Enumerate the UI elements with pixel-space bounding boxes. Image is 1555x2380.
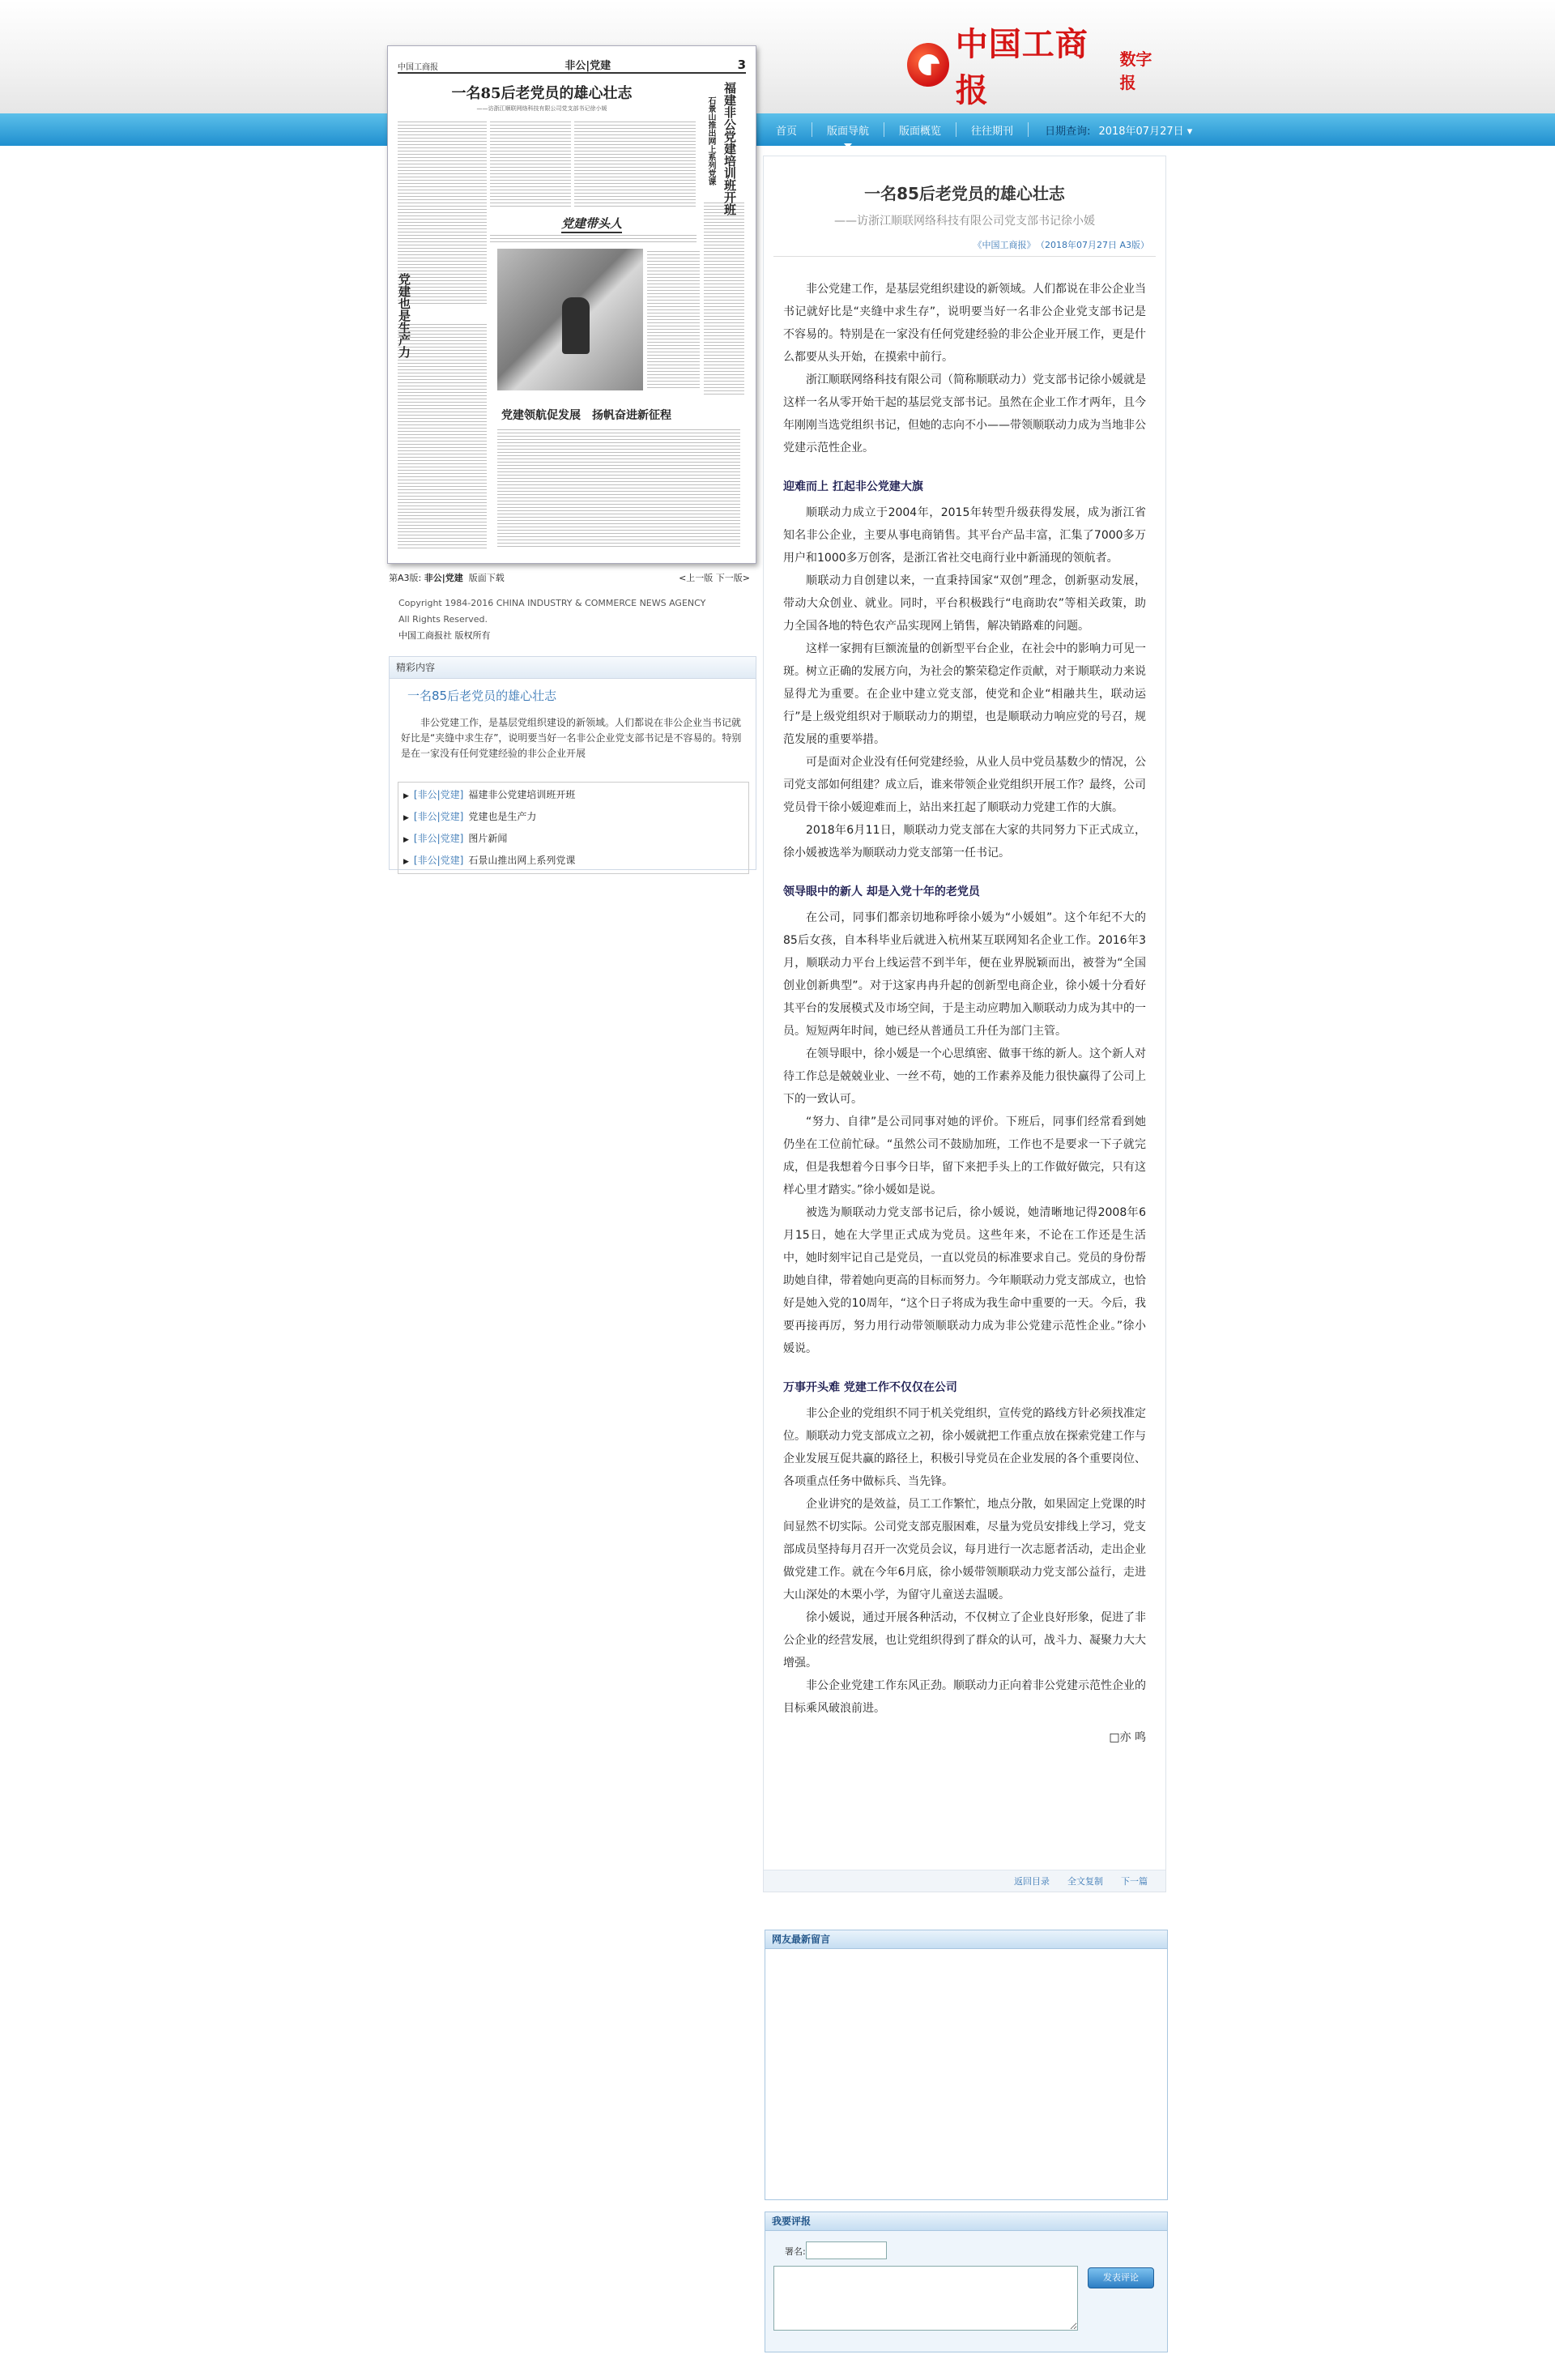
item-title[interactable]: 图片新闻 [468, 833, 508, 844]
paper-feature-headline: 党建带头人 [561, 215, 622, 233]
prev-page-link[interactable]: <上一版 [679, 573, 714, 583]
submit-comment-button[interactable]: 发表评论 [1088, 2267, 1154, 2288]
article-source-name: 《中国工商报》 [973, 240, 1036, 250]
next-article-link[interactable]: 下一篇 [1121, 1876, 1148, 1887]
item-category[interactable]: [非公|党建] [413, 833, 464, 844]
page-download-link[interactable]: 版面下载 [468, 573, 505, 583]
list-item[interactable] [403, 806, 743, 828]
highlight-excerpt: 非公党建工作，是基层党组织建设的新领域。人们都说在非公企业当书记就好比是“夹缝中求生存”，说明要当好一名非公企业党支部书记是不容易的。特别是在一家没有任何党建经验的非公企业开展 [401, 717, 742, 759]
article-paragraph: “努力、自律”是公司同事对她的评价。下班后，同事们经常看到她仍坐在工位前忙碌。“虽然公司不鼓励加班，工作也不是要求一下子就完成，但是我想着今日事今日毕，留下来把手头上的工作做好做完，只有这样心里才踏实。”徐小媛如是说。 [783, 1115, 1146, 1196]
page-section: 非公|党建 [424, 573, 463, 583]
brand-logo[interactable] [907, 25, 1166, 109]
article-paragraph: 企业讲究的是效益，员工工作繁忙，地点分散，如果固定上党课的时间显然不切实际。公司党支部克服困难，尽量为党员安排线上学习，党支部成员坚持每月召开一次党员会议，每月进行一次志愿者活动，走出企业做党建工作。就在今年6月底，徐小媛带领顺联动力党支部公益行，走进大山深处的木栗小学，为留守儿童送去温暖。 [783, 1498, 1146, 1602]
highlights-panel [389, 656, 756, 870]
article-title: 一名85后老党员的雄心壮志 [864, 184, 1065, 203]
page-bar [389, 571, 750, 584]
paper-section: 非公|党建 [564, 60, 611, 72]
paper-text-block[interactable] [647, 249, 700, 390]
article-subtitle: ——访浙江顺联网络科技有限公司党支部书记徐小媛 [834, 215, 1095, 228]
article-author: □亦 鸣 [1109, 1731, 1146, 1744]
item-title[interactable]: 福建非公党建培训班开班 [468, 789, 576, 800]
nav-home[interactable]: 首页 [776, 125, 798, 138]
arrow-right-icon: ▶ [403, 858, 409, 866]
paper-text-block[interactable] [704, 200, 744, 395]
article-body [764, 257, 1165, 1749]
page-pager [679, 571, 750, 584]
page-prefix: 第A3版: [389, 573, 422, 583]
nav-divider [1028, 122, 1029, 137]
copyright-line: Copyright 1984-2016 CHINA INDUSTRY & COMMERCE NEWS AGENCY [398, 598, 706, 608]
arrow-right-icon: ▶ [403, 814, 409, 822]
paper-text-block [490, 232, 697, 244]
arrow-right-icon: ▶ [403, 792, 409, 800]
item-category[interactable]: [非公|党建] [413, 789, 464, 800]
nav-page-navigation[interactable]: 版面导航 [812, 122, 884, 138]
highlight-list [398, 782, 749, 874]
latest-messages-panel [765, 1930, 1168, 2200]
article-paragraph: 浙江顺联网络科技有限公司（简称顺联动力）党支部书记徐小媛就是这样一名从零开始干起的基层党支部书记。虽然在企业工作才两年，且今年刚刚当选党组织书记，但她的志向不小——带领顺联动力成为当地非公党建示范性企业。 [783, 373, 1146, 454]
paper-text-block[interactable] [574, 119, 696, 208]
main-nav [761, 113, 1192, 146]
highlights-header: 精彩内容 [390, 657, 756, 679]
article-paragraph: 被选为顺联动力党支部书记后，徐小媛说，她清晰地记得2008年6月15日，她在大学里正式成为党员。这些年来，不论在工作还是生活中，她时刻牢记自己是党员，一直以党员的标准要求自己。党员的身份帮助她自律，带着她向更高的目标而努力。今年顺联动力党支部成立，也恰好是她入党的10周年，“这个日子将成为我生命中重要的一天。今后，我要再接再厉，努力用行动带领顺联动力成为非公党建示范性企业。”徐小媛说。 [783, 1206, 1146, 1355]
paper-vertical-headline[interactable]: 党建也是生产力 [397, 273, 411, 358]
copyright-line: All Rights Reserved. [398, 614, 488, 625]
name-input[interactable] [806, 2241, 887, 2259]
article-paragraph: 徐小媛说，通过开展各种活动，不仅树立了企业良好形象，促进了非公企业的经营发展，也让党组织得到了群众的认可，战斗力、凝聚力大大增强。 [783, 1611, 1146, 1670]
name-label: 署名: [785, 2246, 806, 2257]
copyright-owner: 中国工商报社 版权所有 [398, 630, 491, 641]
logo-icon [907, 43, 949, 87]
nav-page-overview[interactable]: 版面概览 [899, 125, 942, 138]
section-heading: 领导眼中的新人 却是入党十年的老党员 [783, 885, 980, 898]
article-panel [763, 156, 1166, 1892]
article-paragraph: 在公司，同事们都亲切地称呼徐小媛为“小媛姐”。这个年纪不大的85后女孩，自本科毕业后就进入杭州某互联网知名企业工作。2016年3月，顺联动力平台上线运营不到半年，便在业界脱颖而出，被誉为“全国创业创新典型”。对于这家冉冉升起的创新型电商企业，徐小媛十分看好其平台的发展模式及市场空间，于是主动应聘加入顺联动力成为其中的一员。短短两年时间，她已经从普通员工升任为部门主管。 [783, 911, 1146, 1038]
article-paragraph: 可是面对企业没有任何党建经验，从业人员中党员基数少的情况，公司党支部如何组建？成立后，谁来带领企业党组织开展工作？最终，公司党员骨干徐小媛迎难而上，站出来扛起了顺联动力党建工作的大旗。 [783, 756, 1146, 814]
copy-full-text-link[interactable]: 全文复制 [1067, 1876, 1103, 1887]
comment-textarea[interactable] [773, 2266, 1078, 2331]
article-paragraph: 非公企业的党组织不同于机关党组织，宣传党的路线方针必须找准定位。顺联动力党支部成立之初，徐小媛就把工作重点放在探索党建工作与企业发展互促共赢的路径上，积极引导党员在企业发展的各个重要岗位、各项重点任务中做标兵、当先锋。 [783, 1407, 1146, 1488]
paper-vertical-headline[interactable]: 石景山推出网上系列党课 [706, 96, 715, 186]
paper-lower-headline[interactable]: 党建领航促发展 扬帆奋进新征程 [501, 409, 671, 422]
header-background [0, 0, 1555, 113]
messages-header: 网友最新留言 [765, 1930, 1167, 1949]
item-title[interactable]: 党建也是生产力 [468, 811, 537, 822]
article-paragraph: 非公党建工作，是基层党组织建设的新领域。人们都说在非公企业当书记就好比是“夹缝中求生存”，说明要当好一名非公企业党支部书记是不容易的。特别是在一家没有任何党建经验的非公企业开展工作，更是什么都要从头开始，在摸索中前行。 [783, 283, 1146, 364]
list-item[interactable] [403, 784, 743, 806]
article-date: （2018年07月27日 A3版） [1040, 240, 1149, 250]
nav-past-issues[interactable]: 往往期刊 [971, 125, 1014, 138]
item-category[interactable]: [非公|党建] [413, 811, 464, 822]
article-paragraph: 在领导眼中，徐小媛是一个心思缜密、做事干练的新人。这个新人对待工作总是兢兢业业、一丝不苟，她的工作素养及能力很快赢得了公司上下的一致认可。 [783, 1047, 1146, 1106]
newspaper-page-image[interactable] [387, 45, 756, 564]
page-info [389, 571, 505, 584]
back-to-contents-link[interactable]: 返回目录 [1014, 1876, 1050, 1887]
comment-panel [765, 2212, 1168, 2352]
item-title[interactable]: 石景山推出网上系列党课 [468, 855, 576, 866]
article-paragraph: 这样一家拥有巨额流量的创新型平台企业，在社会中的影响力可见一斑。树立正确的发展方向，为社会的繁荣稳定作贡献，对于顺联动力来说显得尤为重要。在企业中建立党支部，使党和企业“相融共生，联动运行”是上级党组织对于顺联动力的期望，也是顺联动力响应党的号召，规范发展的重要举措。 [783, 642, 1146, 746]
article-paragraph: 顺联动力自创建以来，一直秉持国家“双创”理念，创新驱动发展，带动大众创业、就业。同时，平台积极践行“电商助农”等相关政策，助力全国各地的特色农产品实现网上销售，解决销路难的问题。 [783, 574, 1146, 633]
list-item[interactable] [403, 850, 743, 872]
article-paragraph: 非公企业党建工作东风正劲。顺联动力正向着非公党建示范性企业的目标乘风破浪前进。 [783, 1679, 1146, 1715]
section-heading: 迎难而上 扛起非公党建大旗 [783, 480, 923, 493]
paper-masthead-name: 中国工商报 [398, 63, 438, 72]
paper-vertical-headline[interactable]: 福建非公党建培训班开班 [722, 82, 737, 215]
date-query-label: 日期查询: [1045, 125, 1091, 138]
article-footer [764, 1870, 1165, 1892]
paper-subhead: ——访浙江顺联网络科技有限公司党支部书记徐小媛 [476, 105, 607, 112]
copyright [398, 595, 705, 644]
article-paragraph: 顺联动力成立于2004年，2015年转型升级获得发展，成为浙江省知名非公企业，主要从事电商销售。其平台产品丰富，汇集了7000多万用户和1000多万创客，是浙江省社交电商行业中新涌现的领航者。 [783, 506, 1146, 565]
highlight-title-link[interactable]: 一名85后老党员的雄心壮志 [407, 689, 557, 703]
section-heading: 万事开头难 党建工作不仅仅在公司 [783, 1381, 957, 1394]
article-source [764, 238, 1149, 251]
comment-header: 我要评报 [765, 2212, 1167, 2231]
paper-text-block[interactable] [497, 427, 740, 548]
next-page-link[interactable]: 下一版> [715, 573, 750, 583]
paper-page-number: 3 [737, 58, 746, 72]
arrow-right-icon: ▶ [403, 836, 409, 844]
paper-headline[interactable]: 一名85后老党员的雄心壮志 [451, 85, 633, 102]
brand-suffix: 数字报 [1119, 49, 1152, 92]
date-select[interactable]: 2018年07月27日 ▾ [1098, 122, 1192, 138]
item-category[interactable]: [非公|党建] [413, 855, 464, 866]
paper-text-block[interactable] [490, 119, 571, 208]
brand-name: 中国工商报 [955, 25, 1088, 109]
list-item[interactable] [403, 828, 743, 850]
paper-masthead [398, 56, 746, 74]
paper-photo[interactable] [497, 249, 643, 390]
article-paragraph: 2018年6月11日，顺联动力党支部在大家的共同努力下正式成立，徐小媛被选举为顺联动力党支部第一任书记。 [783, 824, 1146, 859]
